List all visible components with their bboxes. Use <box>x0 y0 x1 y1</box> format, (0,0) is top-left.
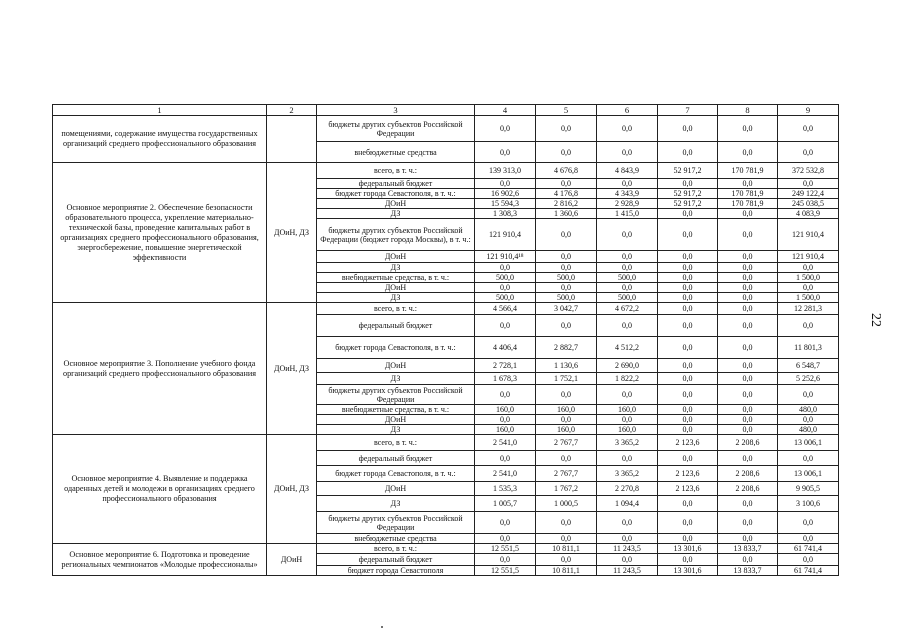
funding-source-cell: ДОиН <box>317 199 475 209</box>
funding-source-cell: федеральный бюджет <box>317 315 475 337</box>
value-cell: 0,0 <box>536 219 597 251</box>
value-cell: 0,0 <box>536 179 597 189</box>
value-cell: 1 752,1 <box>536 373 597 385</box>
funding-source-cell: ДОиН <box>317 415 475 425</box>
value-cell: 0,0 <box>536 142 597 163</box>
value-cell: 0,0 <box>536 385 597 405</box>
value-cell: 4 083,9 <box>778 209 839 219</box>
value-cell: 2 767,7 <box>536 435 597 451</box>
value-cell: 0,0 <box>597 315 658 337</box>
value-cell: 0,0 <box>475 385 536 405</box>
value-cell: 0,0 <box>536 315 597 337</box>
value-cell: 4 343,9 <box>597 189 658 199</box>
value-cell: 2 270,8 <box>597 482 658 496</box>
header-cell: 1 <box>53 105 267 116</box>
funding-source-cell: бюджеты других субъектов Российской Федерации <box>317 385 475 405</box>
value-cell: 1 678,3 <box>475 373 536 385</box>
value-cell: 1 767,2 <box>536 482 597 496</box>
value-cell: 0,0 <box>597 554 658 566</box>
value-cell: 2 208,6 <box>718 435 778 451</box>
value-cell: 1 360,6 <box>536 209 597 219</box>
value-cell: 0,0 <box>475 179 536 189</box>
value-cell: 0,0 <box>718 315 778 337</box>
value-cell: 2 816,2 <box>536 199 597 209</box>
value-cell: 0,0 <box>475 116 536 142</box>
value-cell: 1 094,4 <box>597 496 658 512</box>
value-cell: 3 365,2 <box>597 466 658 482</box>
value-cell: 1 130,6 <box>536 359 597 373</box>
value-cell: 500,0 <box>475 293 536 303</box>
value-cell: 0,0 <box>658 116 718 142</box>
value-cell: 4 843,9 <box>597 163 658 179</box>
value-cell: 0,0 <box>718 373 778 385</box>
value-cell: 1 308,3 <box>475 209 536 219</box>
value-cell: 0,0 <box>658 385 718 405</box>
header-cell: 3 <box>317 105 475 116</box>
value-cell: 2 928,9 <box>597 199 658 209</box>
funding-source-cell: бюджет города Севастополя, в т. ч.: <box>317 189 475 199</box>
value-cell: 0,0 <box>658 219 718 251</box>
value-cell: 0,0 <box>597 251 658 263</box>
value-cell: 0,0 <box>778 142 839 163</box>
value-cell: 0,0 <box>658 251 718 263</box>
event-name-cell: Основное мероприятие 2. Обеспечение безопасности образовательного процесса, укрепление материально-технической базы, проведение капитальных работ в организациях среднего профессионального образования, энергосбережение, повышение энергетической эффективности <box>53 163 267 303</box>
value-cell: 0,0 <box>718 293 778 303</box>
value-cell: 6 548,7 <box>778 359 839 373</box>
header-row <box>53 105 839 116</box>
value-cell: 170 781,9 <box>718 189 778 199</box>
event-name-cell: помещениями, содержание имущества государственных организаций среднего профессионального образования <box>53 116 267 163</box>
value-cell: 0,0 <box>718 425 778 435</box>
value-cell: 16 902,6 <box>475 189 536 199</box>
value-cell: 121 910,4 <box>475 219 536 251</box>
event-name-cell: Основное мероприятие 4. Выявление и поддержка одаренных детей и молодежи в организациях среднего профессионального образования <box>53 435 267 544</box>
value-cell: 0,0 <box>597 512 658 534</box>
value-cell: 0,0 <box>475 263 536 273</box>
value-cell: 2 541,0 <box>475 466 536 482</box>
value-cell: 0,0 <box>475 142 536 163</box>
value-cell: 139 313,0 <box>475 163 536 179</box>
value-cell: 500,0 <box>597 293 658 303</box>
funding-source-cell: всего, в т. ч.: <box>317 435 475 451</box>
funding-source-cell: ДОиН <box>317 482 475 496</box>
value-cell: 500,0 <box>475 273 536 283</box>
header-cell: 8 <box>718 105 778 116</box>
value-cell: 500,0 <box>536 293 597 303</box>
value-cell: 2 123,6 <box>658 435 718 451</box>
value-cell: 1 005,7 <box>475 496 536 512</box>
value-cell: 0,0 <box>658 337 718 359</box>
funding-source-cell: ДЗ <box>317 209 475 219</box>
page-number: 22 <box>868 313 883 327</box>
funding-source-cell: бюджеты других субъектов Российской Федерации <box>317 116 475 142</box>
value-cell: 11 243,5 <box>597 544 658 554</box>
value-cell: 0,0 <box>658 303 718 315</box>
value-cell: 0,0 <box>536 283 597 293</box>
value-cell: 0,0 <box>718 283 778 293</box>
value-cell: 121 910,4 <box>778 219 839 251</box>
value-cell: 0,0 <box>718 512 778 534</box>
value-cell: 0,0 <box>597 179 658 189</box>
budget-table <box>52 104 839 576</box>
value-cell: 2 767,7 <box>536 466 597 482</box>
value-cell: 0,0 <box>718 179 778 189</box>
value-cell: 480,0 <box>778 405 839 415</box>
value-cell: 1 000,5 <box>536 496 597 512</box>
value-cell: 13 833,7 <box>718 544 778 554</box>
value-cell: 2 208,6 <box>718 482 778 496</box>
value-cell: 0,0 <box>475 451 536 466</box>
value-cell: 4 406,4 <box>475 337 536 359</box>
value-cell: 0,0 <box>597 219 658 251</box>
executor-cell: ДОиН, ДЗ <box>267 163 317 303</box>
value-cell: 2 123,6 <box>658 466 718 482</box>
value-cell: 0,0 <box>475 554 536 566</box>
value-cell: 0,0 <box>658 415 718 425</box>
value-cell: 0,0 <box>658 315 718 337</box>
value-cell: 1 535,3 <box>475 482 536 496</box>
value-cell: 0,0 <box>597 116 658 142</box>
value-cell: 0,0 <box>718 554 778 566</box>
funding-source-cell: ДОиН <box>317 359 475 373</box>
header-cell: 6 <box>597 105 658 116</box>
value-cell: 3 100,6 <box>778 496 839 512</box>
funding-source-cell: внебюджетные средства, в т. ч.: <box>317 405 475 415</box>
value-cell: 1 500,0 <box>778 293 839 303</box>
value-cell: 0,0 <box>658 142 718 163</box>
value-cell: 2 208,6 <box>718 466 778 482</box>
table-row <box>53 544 839 554</box>
value-cell: 0,0 <box>718 116 778 142</box>
value-cell: 61 741,4 <box>778 566 839 576</box>
value-cell: 0,0 <box>718 273 778 283</box>
executor-cell: ДОиН, ДЗ <box>267 435 317 544</box>
value-cell: 0,0 <box>778 512 839 534</box>
value-cell: 0,0 <box>778 315 839 337</box>
value-cell: 500,0 <box>536 273 597 283</box>
value-cell: 10 811,1 <box>536 566 597 576</box>
value-cell: 170 781,9 <box>718 163 778 179</box>
value-cell: 0,0 <box>475 415 536 425</box>
table-row <box>53 303 839 315</box>
value-cell: 3 042,7 <box>536 303 597 315</box>
value-cell: 0,0 <box>475 512 536 534</box>
value-cell: 0,0 <box>536 512 597 534</box>
table-body <box>53 105 839 576</box>
value-cell: 2 728,1 <box>475 359 536 373</box>
value-cell: 0,0 <box>475 315 536 337</box>
value-cell: 0,0 <box>536 415 597 425</box>
table-row <box>53 435 839 451</box>
value-cell: 1 415,0 <box>597 209 658 219</box>
value-cell: 0,0 <box>718 337 778 359</box>
funding-source-cell: всего, в т. ч.: <box>317 544 475 554</box>
value-cell: 245 038,5 <box>778 199 839 209</box>
value-cell: 0,0 <box>658 209 718 219</box>
value-cell: 0,0 <box>597 415 658 425</box>
value-cell: 0,0 <box>718 415 778 425</box>
value-cell: 0,0 <box>475 283 536 293</box>
scan-speck <box>381 626 383 628</box>
value-cell: 0,0 <box>658 534 718 544</box>
funding-source-cell: бюджет города Севастополя, в т. ч.: <box>317 337 475 359</box>
value-cell: 2 541,0 <box>475 435 536 451</box>
executor-cell: ДОиН, ДЗ <box>267 303 317 435</box>
value-cell: 13 006,1 <box>778 466 839 482</box>
value-cell: 0,0 <box>536 554 597 566</box>
value-cell: 0,0 <box>778 283 839 293</box>
value-cell: 0,0 <box>658 179 718 189</box>
value-cell: 0,0 <box>658 293 718 303</box>
value-cell: 0,0 <box>778 451 839 466</box>
value-cell: 4 566,4 <box>475 303 536 315</box>
header-cell: 4 <box>475 105 536 116</box>
funding-source-cell: бюджеты других субъектов Российской Федерации (бюджет города Москвы), в т. ч.: <box>317 219 475 251</box>
value-cell: 4 672,2 <box>597 303 658 315</box>
funding-source-cell: федеральный бюджет <box>317 554 475 566</box>
value-cell: 160,0 <box>475 405 536 415</box>
funding-source-cell: ДЗ <box>317 293 475 303</box>
value-cell: 0,0 <box>658 373 718 385</box>
value-cell: 52 917,2 <box>658 163 718 179</box>
funding-source-cell: бюджет города Севастополя <box>317 566 475 576</box>
value-cell: 11 243,5 <box>597 566 658 576</box>
value-cell: 0,0 <box>778 415 839 425</box>
value-cell: 0,0 <box>536 116 597 142</box>
value-cell: 13 833,7 <box>718 566 778 576</box>
value-cell: 160,0 <box>536 425 597 435</box>
value-cell: 0,0 <box>536 251 597 263</box>
value-cell: 61 741,4 <box>778 544 839 554</box>
value-cell: 0,0 <box>597 451 658 466</box>
value-cell: 0,0 <box>597 142 658 163</box>
funding-source-cell: внебюджетные средства, в т. ч.: <box>317 273 475 283</box>
value-cell: 52 917,2 <box>658 199 718 209</box>
value-cell: 160,0 <box>475 425 536 435</box>
value-cell: 52 917,2 <box>658 189 718 199</box>
value-cell: 0,0 <box>658 405 718 415</box>
value-cell: 480,0 <box>778 425 839 435</box>
value-cell: 372 532,8 <box>778 163 839 179</box>
value-cell: 160,0 <box>536 405 597 415</box>
value-cell: 5 252,6 <box>778 373 839 385</box>
value-cell: 0,0 <box>778 179 839 189</box>
value-cell: 0,0 <box>718 451 778 466</box>
value-cell: 0,0 <box>536 451 597 466</box>
value-cell: 12 551,5 <box>475 566 536 576</box>
funding-source-cell: ДЗ <box>317 425 475 435</box>
value-cell: 0,0 <box>718 219 778 251</box>
header-cell: 2 <box>267 105 317 116</box>
value-cell: 13 301,6 <box>658 544 718 554</box>
funding-source-cell: федеральный бюджет <box>317 179 475 189</box>
value-cell: 15 594,3 <box>475 199 536 209</box>
value-cell: 0,0 <box>597 534 658 544</box>
value-cell: 0,0 <box>718 534 778 544</box>
value-cell: 500,0 <box>597 273 658 283</box>
funding-source-cell: внебюджетные средства <box>317 534 475 544</box>
value-cell: 0,0 <box>778 116 839 142</box>
value-cell: 0,0 <box>778 534 839 544</box>
value-cell: 0,0 <box>658 512 718 534</box>
value-cell: 0,0 <box>536 263 597 273</box>
value-cell: 4 676,8 <box>536 163 597 179</box>
value-cell: 12 551,5 <box>475 544 536 554</box>
value-cell: 0,0 <box>475 534 536 544</box>
value-cell: 0,0 <box>718 251 778 263</box>
value-cell: 1 822,2 <box>597 373 658 385</box>
value-cell: 0,0 <box>658 451 718 466</box>
funding-source-cell: ДЗ <box>317 373 475 385</box>
value-cell: 0,0 <box>658 554 718 566</box>
value-cell: 121 910,4¹⁸ <box>475 251 536 263</box>
value-cell: 0,0 <box>778 385 839 405</box>
funding-source-cell: бюджет города Севастополя, в т. ч.: <box>317 466 475 482</box>
value-cell: 10 811,1 <box>536 544 597 554</box>
value-cell: 13 006,1 <box>778 435 839 451</box>
value-cell: 0,0 <box>658 263 718 273</box>
executor-cell <box>267 116 317 163</box>
value-cell: 0,0 <box>718 263 778 273</box>
value-cell: 0,0 <box>597 263 658 273</box>
value-cell: 2 690,0 <box>597 359 658 373</box>
event-name-cell: Основное мероприятие 3. Пополнение учебного фонда организаций среднего профессионального образования <box>53 303 267 435</box>
value-cell: 13 301,6 <box>658 566 718 576</box>
value-cell: 0,0 <box>536 534 597 544</box>
value-cell: 0,0 <box>778 554 839 566</box>
table-row <box>53 116 839 142</box>
funding-source-cell: всего, в т. ч.: <box>317 303 475 315</box>
value-cell: 0,0 <box>718 142 778 163</box>
header-cell: 5 <box>536 105 597 116</box>
value-cell: 249 122,4 <box>778 189 839 199</box>
value-cell: 3 365,2 <box>597 435 658 451</box>
value-cell: 0,0 <box>718 359 778 373</box>
funding-source-cell: внебюджетные средства <box>317 142 475 163</box>
funding-source-cell: ДОиН <box>317 283 475 293</box>
funding-source-cell: ДОиН <box>317 251 475 263</box>
value-cell: 0,0 <box>718 209 778 219</box>
table-row <box>53 163 839 179</box>
value-cell: 2 882,7 <box>536 337 597 359</box>
funding-source-cell: бюджеты других субъектов Российской Федерации <box>317 512 475 534</box>
funding-source-cell: ДЗ <box>317 263 475 273</box>
value-cell: 11 801,3 <box>778 337 839 359</box>
value-cell: 4 176,8 <box>536 189 597 199</box>
funding-source-cell: федеральный бюджет <box>317 451 475 466</box>
value-cell: 4 512,2 <box>597 337 658 359</box>
value-cell: 160,0 <box>597 405 658 415</box>
executor-cell: ДОиН <box>267 544 317 576</box>
value-cell: 0,0 <box>658 496 718 512</box>
value-cell: 160,0 <box>597 425 658 435</box>
header-cell: 7 <box>658 105 718 116</box>
value-cell: 9 905,5 <box>778 482 839 496</box>
value-cell: 0,0 <box>718 496 778 512</box>
value-cell: 121 910,4 <box>778 251 839 263</box>
funding-source-cell: всего, в т. ч.: <box>317 163 475 179</box>
value-cell: 2 123,6 <box>658 482 718 496</box>
value-cell: 0,0 <box>597 385 658 405</box>
value-cell: 0,0 <box>658 425 718 435</box>
header-cell: 9 <box>778 105 839 116</box>
value-cell: 0,0 <box>718 385 778 405</box>
value-cell: 0,0 <box>718 303 778 315</box>
value-cell: 0,0 <box>718 405 778 415</box>
value-cell: 1 500,0 <box>778 273 839 283</box>
value-cell: 0,0 <box>597 283 658 293</box>
value-cell: 0,0 <box>658 273 718 283</box>
funding-source-cell: ДЗ <box>317 496 475 512</box>
value-cell: 170 781,9 <box>718 199 778 209</box>
value-cell: 12 281,3 <box>778 303 839 315</box>
value-cell: 0,0 <box>658 359 718 373</box>
event-name-cell: Основное мероприятие 6. Подготовка и проведение региональных чемпионатов «Молодые профессионалы» <box>53 544 267 576</box>
value-cell: 0,0 <box>658 283 718 293</box>
value-cell: 0,0 <box>778 263 839 273</box>
